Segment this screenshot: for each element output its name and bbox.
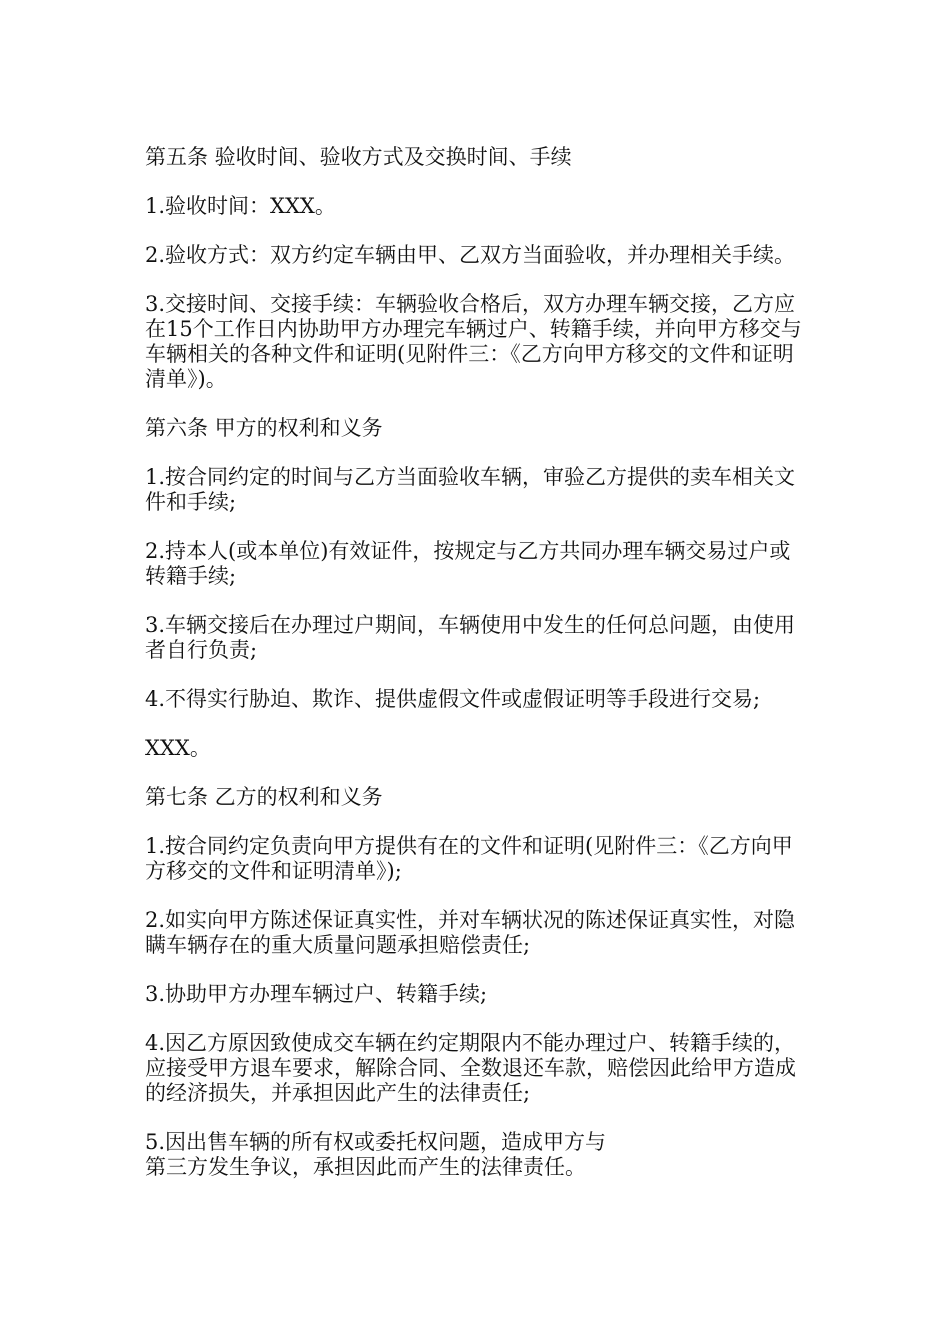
- article-7-item-3: 3.协助甲方办理车辆过户、转籍手续;: [145, 982, 488, 1006]
- article-7-item-4: 4.因乙方原因致使成交车辆在约定期限内不能办理过户、转籍手续的，应接受甲方退车要求，解除合同、全数退还车款，赔偿因此给甲方造成的经济损失，并承担因此产生的法律责任;: [145, 1031, 796, 1105]
- document-body: [145, 145, 810, 1204]
- article-6-item-1: 1.按合同约定的时间与乙方当面验收车辆，审验乙方提供的卖车相关文件和手续;: [145, 465, 796, 514]
- article-5-item-1: 1.验收时间：XXX。: [145, 194, 336, 218]
- article-5-item-2: 2.验收方式：双方约定车辆由甲、乙双方当面验收，并办理相关手续。: [145, 243, 796, 267]
- article-7-heading: 第七条 乙方的权利和义务: [145, 785, 383, 809]
- article-7-item-5: 5.因出售车辆的所有权或委托权问题，造成甲方与 第三方发生争议，承担因此而产生的法律责任。: [145, 1130, 607, 1179]
- article-6-heading: 第六条 甲方的权利和义务: [145, 416, 383, 440]
- article-6-item-4: 4.不得实行胁迫、欺诈、提供虚假文件或虚假证明等手段进行交易;: [145, 687, 761, 711]
- article-5-heading: 第五条 验收时间、验收方式及交换时间、手续: [145, 145, 572, 169]
- article-7-item-2: 2.如实向甲方陈述保证真实性，并对车辆状况的陈述保证真实性，对隐瞒车辆存在的重大质量问题承担赔偿责任;: [145, 908, 796, 957]
- article-7-item-1: 1.按合同约定负责向甲方提供有在的文件和证明(见附件三：《乙方向甲方移交的文件和证明清单》);: [145, 834, 793, 883]
- article-6-placeholder: XXX。: [145, 736, 211, 760]
- article-6-item-3: 3.车辆交接后在办理过户期间，车辆使用中发生的任何总问题，由使用者自行负责;: [145, 613, 796, 662]
- article-5-item-3: 3.交接时间、交接手续：车辆验收合格后，双方办理车辆交接，乙方应在15个工作日内协助甲方办理完车辆过户、转籍手续，并向甲方移交与车辆相关的各种文件和证明(见附件三：《乙方向甲方移交的文件和证明清单》)。: [145, 292, 802, 391]
- article-6-item-2: 2.持本人(或本单位)有效证件，按规定与乙方共同办理车辆交易过户或转籍手续;: [145, 539, 791, 588]
